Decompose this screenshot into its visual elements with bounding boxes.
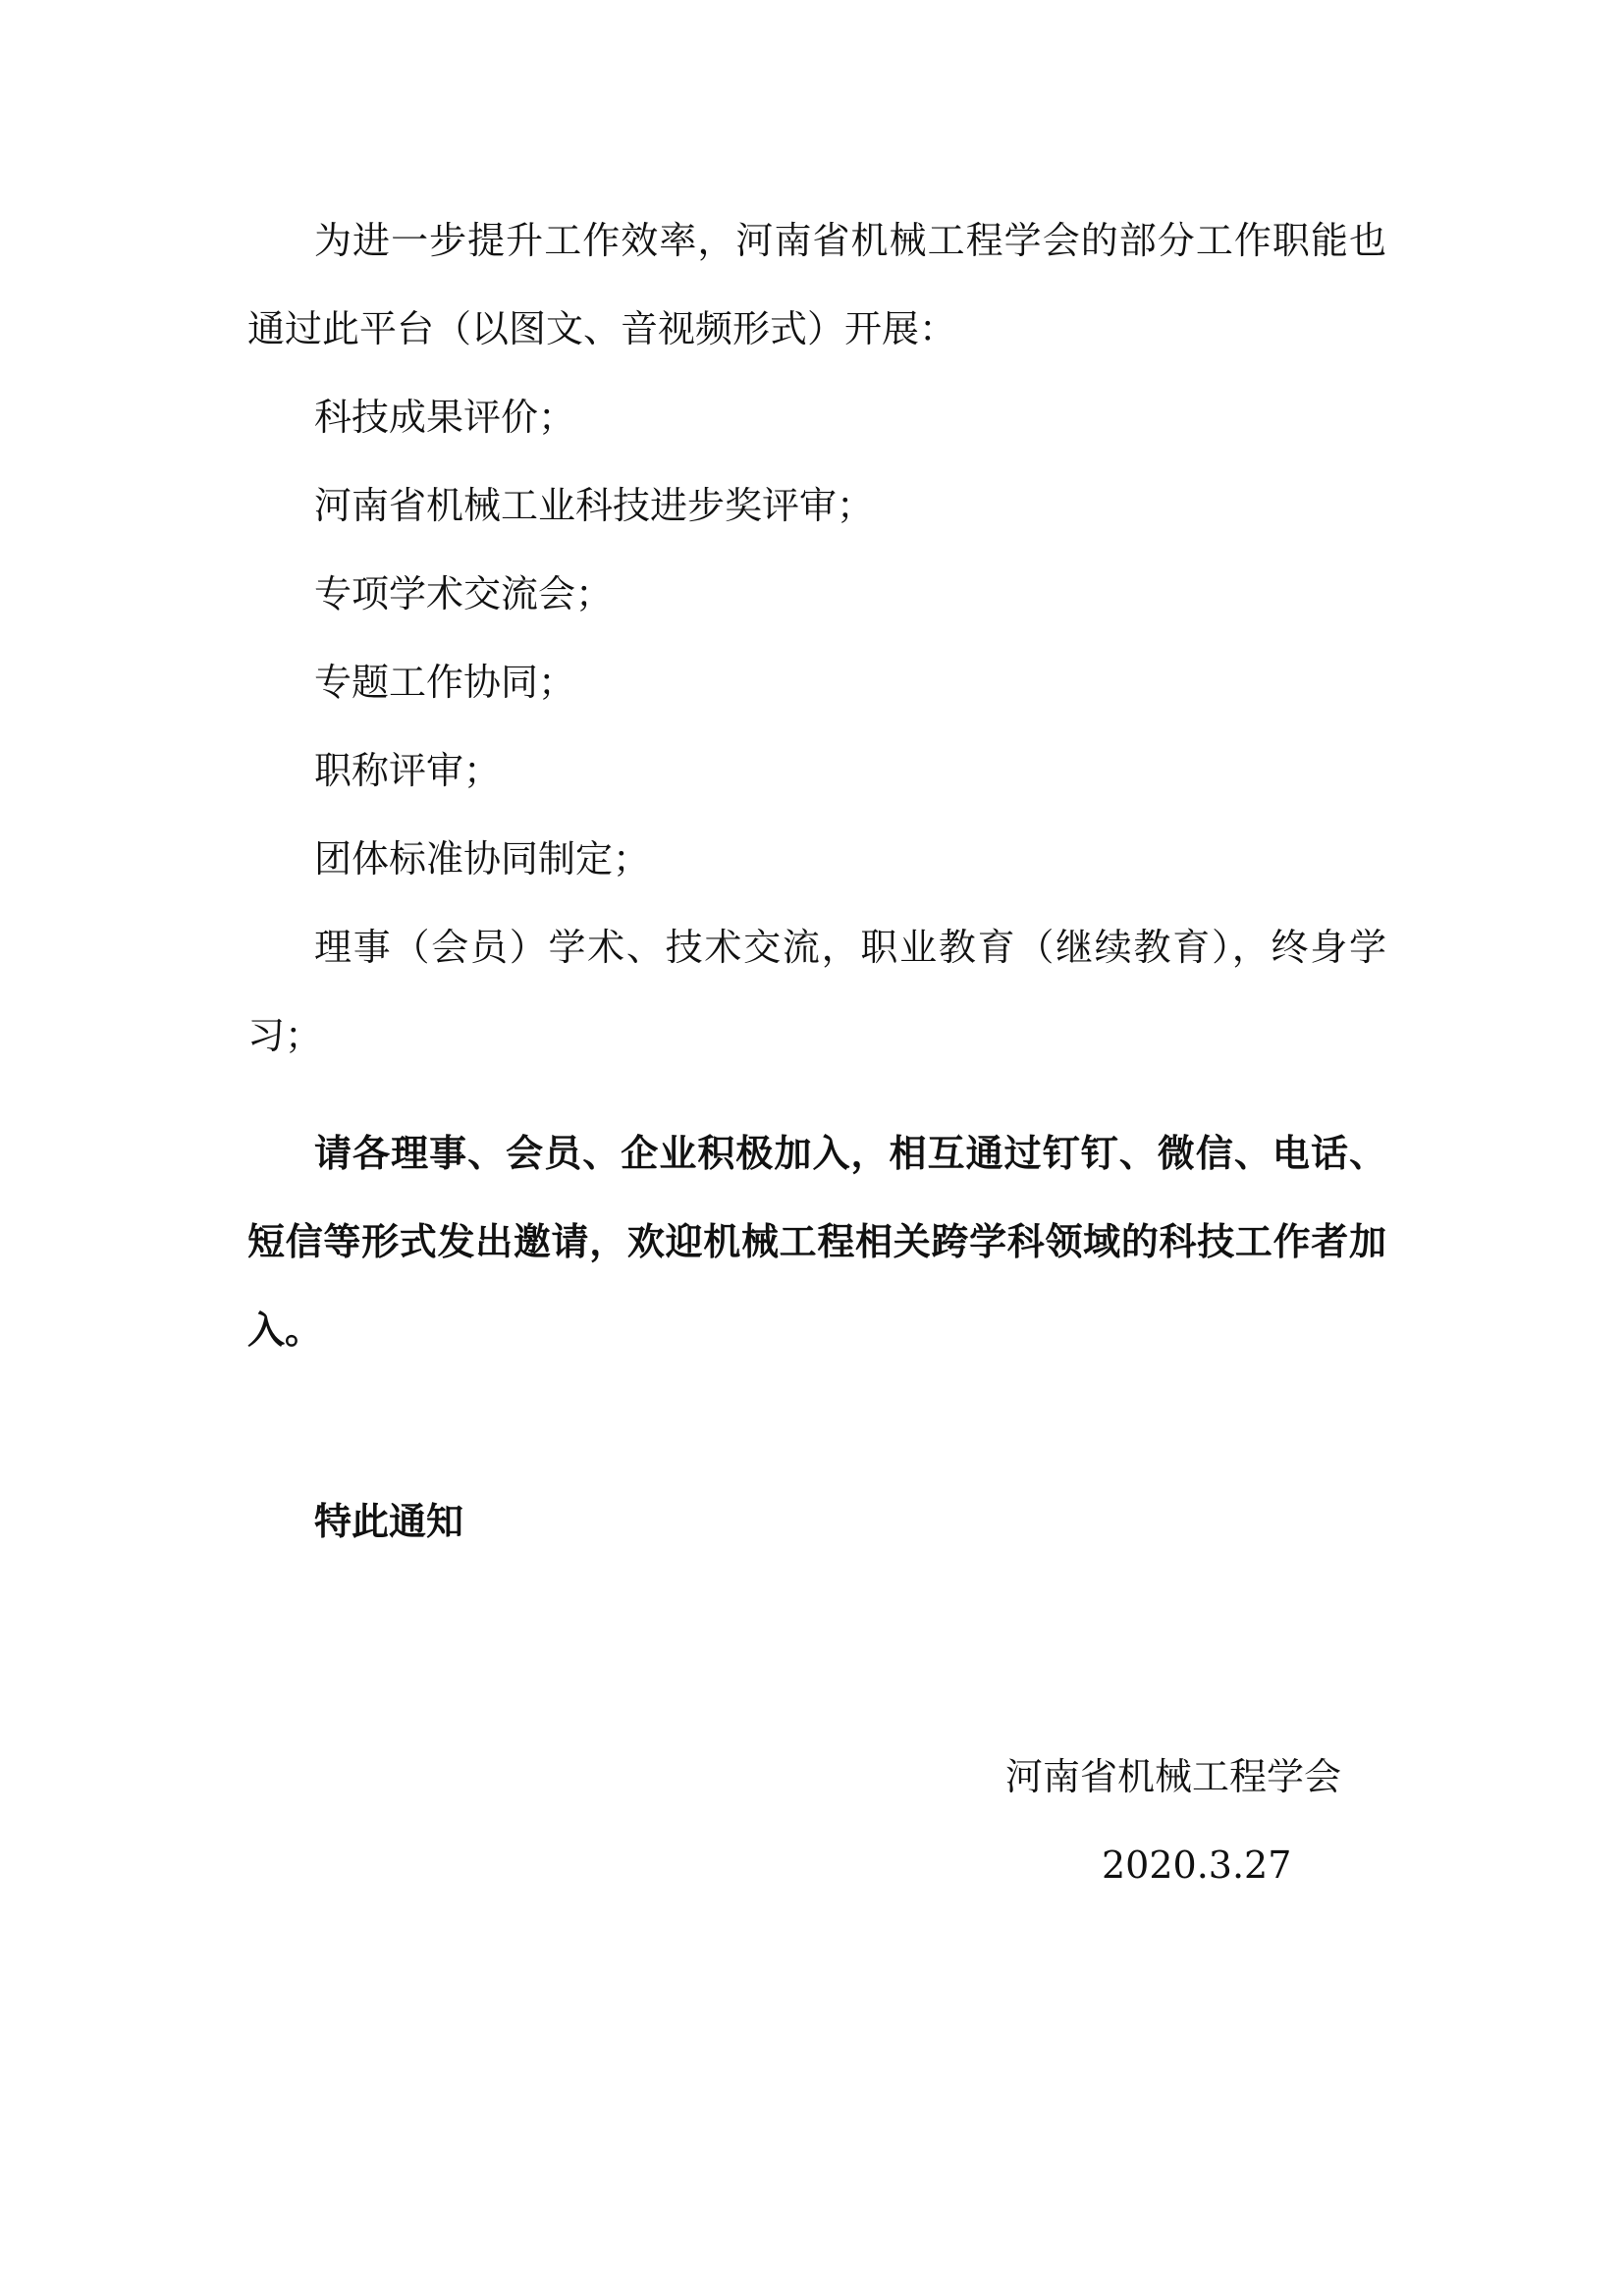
- function-list: [247, 373, 1386, 1080]
- signature-date: 2020.3.27: [1102, 1843, 1292, 1887]
- function-item-academic-exchange: 专项学术交流会；: [314, 572, 614, 615]
- function-item-evaluation: 科技成果评价；: [314, 396, 576, 439]
- intro-section: [247, 196, 1386, 373]
- closing-section: [247, 1477, 1386, 1566]
- closing-line: 特此通知: [314, 1499, 464, 1543]
- function-item-award-review: 河南省机械工业科技进步奖评审；: [314, 484, 875, 527]
- function-list-section: [247, 373, 1386, 1080]
- function-item-title-review: 职称评审；: [314, 749, 502, 792]
- function-item-member-education: 理事（会员）学术、技术交流，职业教育（继续教育），终身学习；: [247, 926, 1386, 1057]
- function-item-special-collaboration: 专题工作协同；: [314, 661, 576, 704]
- signature-organization: 河南省机械工程学会: [1005, 1755, 1342, 1798]
- invitation-section: [247, 1109, 1386, 1374]
- invitation-paragraph: 请各理事、会员、企业积极加入，相互通过钉钉、微信、电话、短信等形式发出邀请，欢迎机械工程相关跨学科领域的科技工作者加入。: [247, 1131, 1386, 1352]
- function-item-group-standards: 团体标准协同制定；: [314, 837, 651, 881]
- intro-paragraph: 为进一步提升工作效率，河南省机械工程学会的部分工作职能也通过此平台（以图文、音视频形式）开展：: [247, 219, 1386, 350]
